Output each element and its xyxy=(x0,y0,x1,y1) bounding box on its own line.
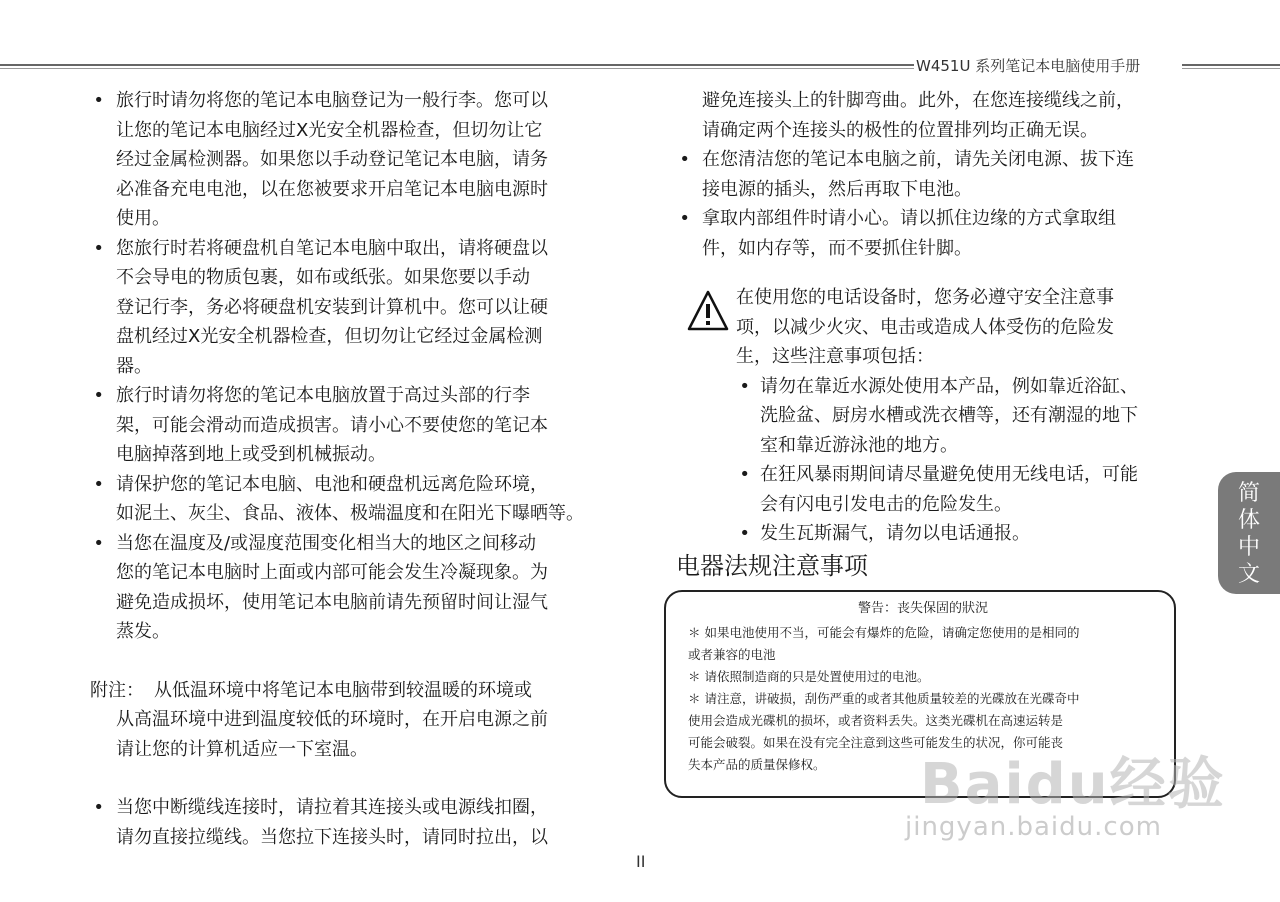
box-line: 可能会破裂。如果在没有完全注意到这些可能发生的状况，你可能丧 xyxy=(688,735,1064,750)
warning-line: 在使用您的电话设备时，您务必遵守安全注意事 xyxy=(736,287,1114,308)
bullet-dot: • xyxy=(93,90,104,111)
watermark-url: jingyan.baidu.com xyxy=(905,812,1162,842)
list-item-line: 请勿直接拉缆线。当您拉下连接头时，请同时拉出，以 xyxy=(116,826,548,848)
box-line: 失本产品的质量保修权。 xyxy=(688,757,826,772)
watermark-logo: Baidu经验 xyxy=(920,752,1226,817)
bullet-dot: • xyxy=(739,464,750,485)
side-tab-char: 中 xyxy=(1237,535,1260,560)
list-item-line: 避免造成损坏，使用笔记本电脑前请先预留时间让湿气 xyxy=(116,591,548,613)
right-column xyxy=(676,86,1196,263)
sub-list-line: 室和靠近游泳池的地方。 xyxy=(760,434,958,456)
list-item-line: 使用。 xyxy=(116,208,170,229)
list-item xyxy=(676,204,1196,263)
header-rule-right xyxy=(1182,64,1280,69)
list-item-line: 在您清洁您的笔记本电脑之前，请先关闭电源、拔下连 xyxy=(702,149,1134,170)
list-item-line: 请保护您的笔记本电脑、电池和硬盘机远离危险环境， xyxy=(116,473,548,495)
bullet-dot: • xyxy=(93,797,104,818)
sub-list-line: 请勿在靠近水源处使用本产品，例如靠近浴缸、 xyxy=(760,375,1138,397)
list-item-line: 架，可能会滑动而造成损害。请小心不要使您的笔记本 xyxy=(116,414,548,436)
header-title: W451U 系列笔记本电脑使用手册 xyxy=(916,57,1141,75)
language-side-tab xyxy=(1218,472,1280,594)
list-item xyxy=(90,234,610,382)
list-item-line: 必准备充电电池，以在您被要求开启笔记本电脑电源时 xyxy=(116,178,548,200)
bullet-dot: • xyxy=(739,523,750,544)
side-tab-char: 文 xyxy=(1237,562,1260,587)
bullet-dot: • xyxy=(739,375,750,397)
list-item-line: 登记行李，务必将硬盘机安装到计算机中。您可以让硬 xyxy=(116,296,548,318)
continuation-line: 请确定两个连接头的极性的位置排列均正确无误。 xyxy=(702,119,1098,141)
note-line-text: 从低温环境中将笔记本电脑带到较温暖的环境或 xyxy=(154,679,532,701)
warning-line: 项，以减少火灾、电击或造成人体受伤的危险发 xyxy=(736,316,1114,338)
box-title: 警告：丧失保固的狀況 xyxy=(857,601,988,616)
list-item-line: 蒸发。 xyxy=(116,621,170,642)
warning-triangle-icon xyxy=(686,289,730,333)
section-title: 电器法规注意事项 xyxy=(676,552,868,580)
sub-list-line: 在狂风暴雨期间请尽量避免使用无线电话，可能 xyxy=(760,464,1138,485)
note-line: 请让您的计算机适应一下室温。 xyxy=(116,738,368,760)
continuation-text xyxy=(676,86,1196,145)
list-item-line: 旅行时请勿将您的笔记本电脑登记为一般行李。您可以 xyxy=(116,90,548,111)
list-item-line: 旅行时请勿将您的笔记本电脑放置于高过头部的行李 xyxy=(116,385,530,406)
left-column xyxy=(90,86,610,852)
note xyxy=(90,676,610,765)
warning-text xyxy=(686,283,1196,372)
list-item-line: 接电源的插头，然后再取下电池。 xyxy=(702,178,972,200)
sub-list-item xyxy=(686,460,1196,519)
list-item-line: 器。 xyxy=(116,355,152,377)
warning-block xyxy=(686,283,1196,549)
page-number: II xyxy=(636,852,646,871)
list-item xyxy=(90,381,610,470)
list-item-line: 当您中断缆线连接时，请拉着其连接头或电源线扣圈， xyxy=(116,797,548,818)
list-item-line: 不会导电的物质包裹，如布或纸张。如果您要以手动 xyxy=(116,267,530,288)
warning-line: 生，这些注意事项包括： xyxy=(736,346,934,367)
list-item-line: 如泥土、灰尘、食品、液体、极端温度和在阳光下曝晒等。 xyxy=(116,503,584,524)
list-item xyxy=(90,86,610,234)
list-item xyxy=(90,793,610,852)
list-item xyxy=(90,470,610,529)
side-tab-char: 简 xyxy=(1237,481,1260,506)
list-item-line: 盘机经过X光安全机器检查，但切勿让它经过金属检测 xyxy=(116,326,543,347)
list-item-line: 您旅行时若将硬盘机自笔记本电脑中取出，请将硬盘以 xyxy=(116,237,548,259)
sub-list-item xyxy=(686,519,1196,549)
list-item-line: 件，如内存等，而不要抓住针脚。 xyxy=(702,237,972,259)
sub-list-line: 会有闪电引发电击的危险发生。 xyxy=(760,493,1012,515)
box-line: 或者兼容的电池 xyxy=(688,647,776,662)
sub-list-line: 发生瓦斯漏气，请勿以电话通报。 xyxy=(760,523,1030,544)
box-line: ＊ 请注意，讲破损，刮伤严重的或者其他质量较差的光碟放在光碟奇中 xyxy=(688,691,1080,706)
note-lead: 附注： xyxy=(90,679,144,701)
box-line: ＊ 如果电池使用不当，可能会有爆炸的危险，请确定您使用的是相同的 xyxy=(688,625,1080,640)
bullet-dot: • xyxy=(93,532,104,554)
header-rule xyxy=(0,64,914,69)
list-item-line: 当您在温度及/或湿度范围变化相当大的地区之间移动 xyxy=(116,532,537,554)
box-line: 使用会造成光碟机的损坏，或者资料丢失。这类光碟机在高速运转是 xyxy=(688,713,1064,728)
sub-list-item xyxy=(686,372,1196,461)
list-item-line: 经过金属检测器。如果您以手动登记笔记本电脑，请务 xyxy=(116,149,548,170)
list-item xyxy=(676,145,1196,204)
bullet-dot: • xyxy=(93,385,104,406)
bullet-dot: • xyxy=(679,208,690,229)
bullet-dot: • xyxy=(93,473,104,495)
list-item-line: 电脑掉落到地上或受到机械振动。 xyxy=(116,444,386,465)
list-item-line: 拿取内部组件时请小心。请以抓住边缘的方式拿取组 xyxy=(702,208,1116,229)
bullet-dot: • xyxy=(679,149,690,170)
box-line: ＊ 请依照制造商的只是处置使用过的电池。 xyxy=(688,669,930,684)
note-line: 从高温环境中进到温度较低的环境时，在开启电源之前 xyxy=(116,709,548,730)
list-item xyxy=(90,529,610,647)
side-tab-char: 体 xyxy=(1237,508,1260,533)
note-line xyxy=(116,676,610,706)
list-item-line: 您的笔记本电脑时上面或内部可能会发生冷凝现象。为 xyxy=(116,562,548,583)
list-item-line: 让您的笔记本电脑经过X光安全机器检查，但切勿让它 xyxy=(116,119,543,141)
bullet-dot: • xyxy=(93,237,104,259)
sub-list-line: 洗脸盆、厨房水槽或洗衣槽等，还有潮湿的地下 xyxy=(760,405,1138,426)
continuation-line: 避免连接头上的针脚弯曲。此外，在您连接缆线之前， xyxy=(702,90,1134,111)
